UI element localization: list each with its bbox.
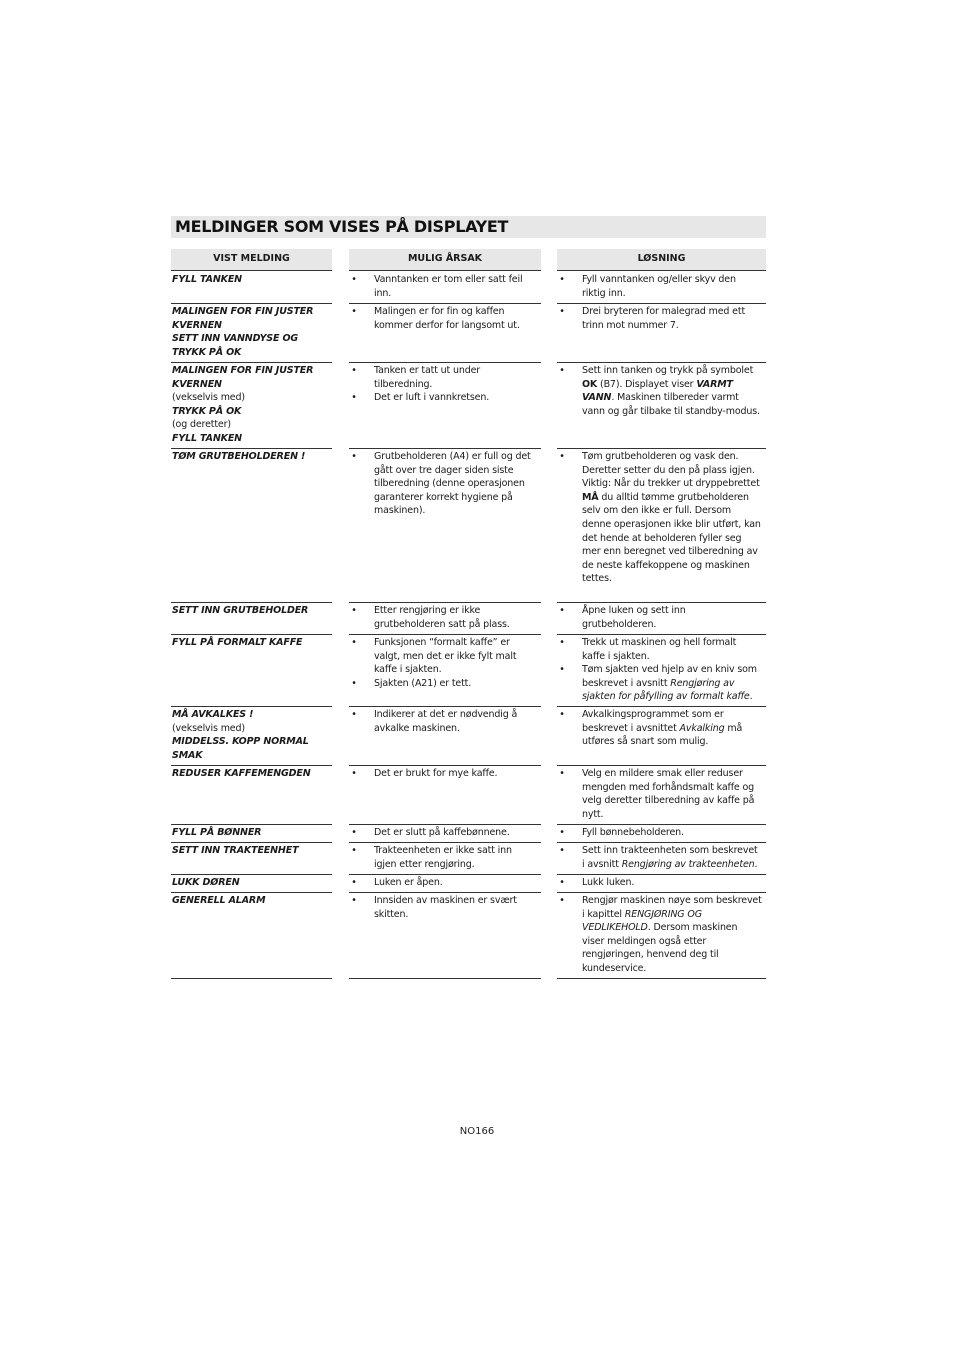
message-cell — [172, 844, 332, 858]
bullet-icon: • — [559, 877, 565, 888]
header-solution: LØSNING — [557, 249, 766, 271]
bullet-icon: • — [351, 365, 357, 376]
row-divider — [557, 765, 766, 766]
message-cell — [172, 273, 332, 287]
solution-item — [557, 826, 766, 840]
cause-item — [349, 894, 541, 921]
row-divider — [349, 842, 541, 843]
solution-cell — [557, 844, 766, 871]
cause-item — [349, 364, 541, 391]
row-divider — [557, 362, 766, 363]
solution-cell — [557, 450, 766, 586]
solution-item — [557, 844, 766, 871]
bullet-icon: • — [351, 605, 357, 616]
bullet-icon: • — [351, 827, 357, 838]
solution-cell — [557, 636, 766, 704]
display-message: SETT INN GRUTBEHOLDER — [172, 605, 309, 616]
solution-cell — [557, 876, 766, 890]
row-divider — [349, 602, 541, 603]
bullet-icon: • — [559, 895, 565, 906]
bullet-icon: • — [351, 845, 357, 856]
solution-text: Velg en mildere smak eller reduser mengden med forhåndsmalt kaffe og velg deretter tilberedning av kaffe på nytt. — [582, 768, 755, 820]
section-title-bar — [171, 216, 766, 238]
solution-cell — [557, 364, 766, 418]
bullet-icon: • — [559, 827, 565, 838]
cause-text: Sjakten (A21) er tett. — [374, 677, 472, 689]
solution-text: Sett inn tanken og trykk på symbolet OK (B7). Displayet viser VARMT VANN. Maskinen tilbereder varmt vann og går tilbake til standby-modus. — [582, 365, 760, 417]
solution-item — [557, 364, 766, 418]
cause-item — [349, 273, 541, 300]
solution-item — [557, 663, 766, 704]
display-message: TØM GRUTBEHOLDEREN ! — [172, 451, 306, 462]
bullet-icon: • — [559, 709, 565, 720]
solution-text: Avkalkingsprogrammet som er beskrevet i avsnittet Avkalking må utføres så snart som mulig. — [582, 709, 743, 748]
solution-cell — [557, 305, 766, 332]
solution-text: Drei bryteren for malegrad med ett trinn mot nummer 7. — [582, 306, 746, 331]
bullet-icon: • — [351, 306, 357, 317]
header-message: VIST MELDING — [171, 249, 332, 271]
row-divider — [349, 978, 541, 979]
row-divider — [349, 303, 541, 304]
row-divider — [557, 874, 766, 875]
display-message: SETT INN TRAKTEENHET — [172, 845, 299, 856]
cause-text: Grutbeholderen (A4) er full og det gått over tre dager siden siste tilberedning (denne operasjonen garanterer korrekt hygiene på maskinen). — [374, 451, 531, 517]
message-cell — [172, 708, 332, 762]
solution-item — [557, 305, 766, 332]
message-cell — [172, 876, 332, 890]
display-message: MALINGEN FOR FIN JUSTER KVERNEN — [172, 365, 314, 390]
message-cell — [172, 604, 332, 618]
solution-item — [557, 273, 766, 300]
solution-cell — [557, 708, 766, 749]
display-message: FYLL PÅ FORMALT KAFFE — [172, 637, 303, 648]
row-divider — [171, 706, 332, 707]
row-divider — [171, 892, 332, 893]
row-divider — [349, 634, 541, 635]
cause-item — [349, 844, 541, 871]
row-divider — [557, 448, 766, 449]
row-divider — [171, 842, 332, 843]
cause-text: Etter rengjøring er ikke grutbeholderen satt på plass. — [374, 605, 510, 630]
solution-text: Fyll bønnebeholderen. — [582, 827, 684, 838]
display-message: MIDDELSS. KOPP NORMAL SMAK — [172, 736, 309, 761]
bullet-icon: • — [351, 895, 357, 906]
cause-cell — [349, 305, 541, 332]
display-message: TRYKK PÅ OK — [172, 405, 242, 417]
display-message: MÅ AVKALKES ! — [172, 709, 254, 720]
bullet-icon: • — [559, 274, 565, 285]
row-divider — [171, 874, 332, 875]
bullet-icon: • — [351, 768, 357, 779]
solution-cell — [557, 894, 766, 976]
message-cell — [172, 450, 332, 464]
bullet-icon: • — [559, 664, 565, 676]
cause-text: Trakteenheten er ikke satt inn igjen etter rengjøring. — [374, 845, 512, 870]
cause-cell — [349, 636, 541, 690]
solution-item — [557, 876, 766, 890]
row-divider — [349, 874, 541, 875]
bullet-icon: • — [559, 451, 565, 462]
solution-cell — [557, 767, 766, 821]
message-cell — [172, 894, 332, 908]
display-message: FYLL PÅ BØNNER — [172, 827, 262, 838]
row-divider — [171, 978, 332, 979]
cause-item — [349, 767, 541, 781]
cause-item — [349, 450, 541, 518]
solution-text: Tøm grutbeholderen og vask den. Deretter setter du den på plass igjen. Viktig: Når du trekker ut dryppebrettet MÅ du alltid tømme grutbeholderen selv om den ikke er full. Dersom denne operasjonen ikke blir utført, kan det hende at beholderen fyller seg mer enn beregnet ved tilberedning av de neste kaffekoppene og maskinen tettes. — [582, 451, 761, 585]
row-divider — [557, 303, 766, 304]
message-cell — [172, 305, 332, 359]
row-divider — [349, 892, 541, 893]
cause-item — [349, 305, 541, 332]
row-divider — [171, 765, 332, 766]
display-message: MALINGEN FOR FIN JUSTER KVERNEN — [172, 306, 314, 331]
bullet-icon: • — [351, 451, 357, 462]
display-message: GENERELL ALARM — [172, 895, 266, 906]
row-divider — [557, 602, 766, 603]
bullet-icon: • — [559, 306, 565, 317]
page-number: NO166 — [459, 1126, 495, 1137]
bullet-icon: • — [351, 392, 357, 404]
bullet-icon: • — [351, 677, 357, 689]
cause-text: Indikerer at det er nødvendig å avkalke maskinen. — [374, 709, 518, 734]
message-cell — [172, 364, 332, 446]
cause-text: Vanntanken er tom eller satt feil inn. — [374, 274, 523, 299]
message-cell — [172, 767, 332, 781]
solution-cell — [557, 826, 766, 840]
bullet-icon: • — [351, 637, 357, 648]
display-message: REDUSER KAFFEMENGDEN — [172, 768, 311, 779]
row-divider — [557, 892, 766, 893]
cause-text: Tanken er tatt ut under tilberedning. — [374, 365, 481, 390]
cause-cell — [349, 844, 541, 871]
cause-text: Funksjonen “formalt kaffe” er valgt, men det er ikke fylt malt kaffe i sjakten. — [374, 637, 517, 676]
solution-cell — [557, 604, 766, 631]
bullet-icon: • — [351, 709, 357, 720]
section-title: MELDINGER SOM VISES PÅ DISPLAYET — [175, 217, 509, 236]
cause-item — [349, 876, 541, 890]
bullet-icon: • — [351, 274, 357, 285]
bullet-icon: • — [559, 768, 565, 779]
bullet-icon: • — [559, 637, 565, 648]
row-divider — [171, 303, 332, 304]
row-divider — [349, 362, 541, 363]
row-divider — [171, 634, 332, 635]
header-cause: MULIG ÅRSAK — [349, 249, 541, 271]
row-divider — [171, 448, 332, 449]
solution-item — [557, 894, 766, 976]
solution-text: Trekk ut maskinen og hell formalt kaffe i sjakten. — [582, 637, 737, 662]
display-message: FYLL TANKEN — [172, 432, 242, 444]
row-divider — [171, 602, 332, 603]
solution-text: Fyll vanntanken og/eller skyv den riktig inn. — [582, 274, 736, 299]
cause-cell — [349, 876, 541, 890]
solution-item — [557, 450, 766, 586]
cause-text: Det er brukt for mye kaffe. — [374, 768, 498, 779]
solution-text: Åpne luken og sett inn grutbeholderen. — [582, 605, 686, 630]
cause-cell — [349, 364, 541, 405]
message-connector: (vekselvis med) — [172, 392, 245, 404]
display-message: LUKK DØREN — [172, 877, 240, 888]
cause-cell — [349, 450, 541, 518]
row-divider — [557, 706, 766, 707]
cause-item — [349, 391, 541, 405]
cause-item — [349, 636, 541, 677]
row-divider — [349, 448, 541, 449]
display-message: FYLL TANKEN — [172, 274, 242, 285]
cause-cell — [349, 894, 541, 921]
cause-text: Det er luft i vannkretsen. — [374, 392, 490, 404]
row-divider — [557, 824, 766, 825]
message-connector: (vekselvis med) — [172, 722, 245, 734]
cause-text: Det er slutt på kaffebønnene. — [374, 827, 510, 838]
solution-item — [557, 708, 766, 749]
cause-text: Innsiden av maskinen er svært skitten. — [374, 895, 517, 920]
cause-cell — [349, 767, 541, 781]
bullet-icon: • — [351, 877, 357, 888]
solution-item — [557, 604, 766, 631]
row-divider — [349, 824, 541, 825]
solution-item — [557, 636, 766, 663]
row-divider — [171, 824, 332, 825]
bullet-icon: • — [559, 365, 565, 376]
cause-item — [349, 604, 541, 631]
row-divider — [171, 362, 332, 363]
row-divider — [349, 706, 541, 707]
cause-cell — [349, 708, 541, 735]
cause-cell — [349, 826, 541, 840]
display-message: SETT INN VANNDYSE OG TRYKK PÅ OK — [172, 333, 299, 358]
solution-cell — [557, 273, 766, 300]
cause-item — [349, 826, 541, 840]
message-connector: (og deretter) — [172, 419, 231, 431]
solution-text: Tøm sjakten ved hjelp av en kniv som beskrevet i avsnitt Rengjøring av sjakten for påfylling av formalt kaffe. — [582, 664, 757, 703]
solution-text: Lukk luken. — [582, 877, 635, 888]
cause-text: Luken er åpen. — [374, 877, 443, 888]
cause-cell — [349, 273, 541, 300]
bullet-icon: • — [559, 605, 565, 616]
solution-text: Rengjør maskinen nøye som beskrevet i kapittel RENGJØRING OG VEDLIKEHOLD. Dersom maskinen viser meldingen også etter rengjøringen, henvend deg til kundeservice. — [582, 895, 762, 974]
row-divider — [557, 978, 766, 979]
solution-item — [557, 767, 766, 821]
bullet-icon: • — [559, 845, 565, 856]
cause-item — [349, 708, 541, 735]
cause-item — [349, 677, 541, 691]
cause-cell — [349, 604, 541, 631]
message-cell — [172, 636, 332, 650]
solution-text: Sett inn trakteenheten som beskrevet i avsnitt Rengjøring av trakteenheten. — [582, 845, 758, 870]
row-divider — [349, 765, 541, 766]
message-cell — [172, 826, 332, 840]
cause-text: Malingen er for fin og kaffen kommer derfor for langsomt ut. — [374, 306, 520, 331]
row-divider — [557, 842, 766, 843]
row-divider — [557, 634, 766, 635]
